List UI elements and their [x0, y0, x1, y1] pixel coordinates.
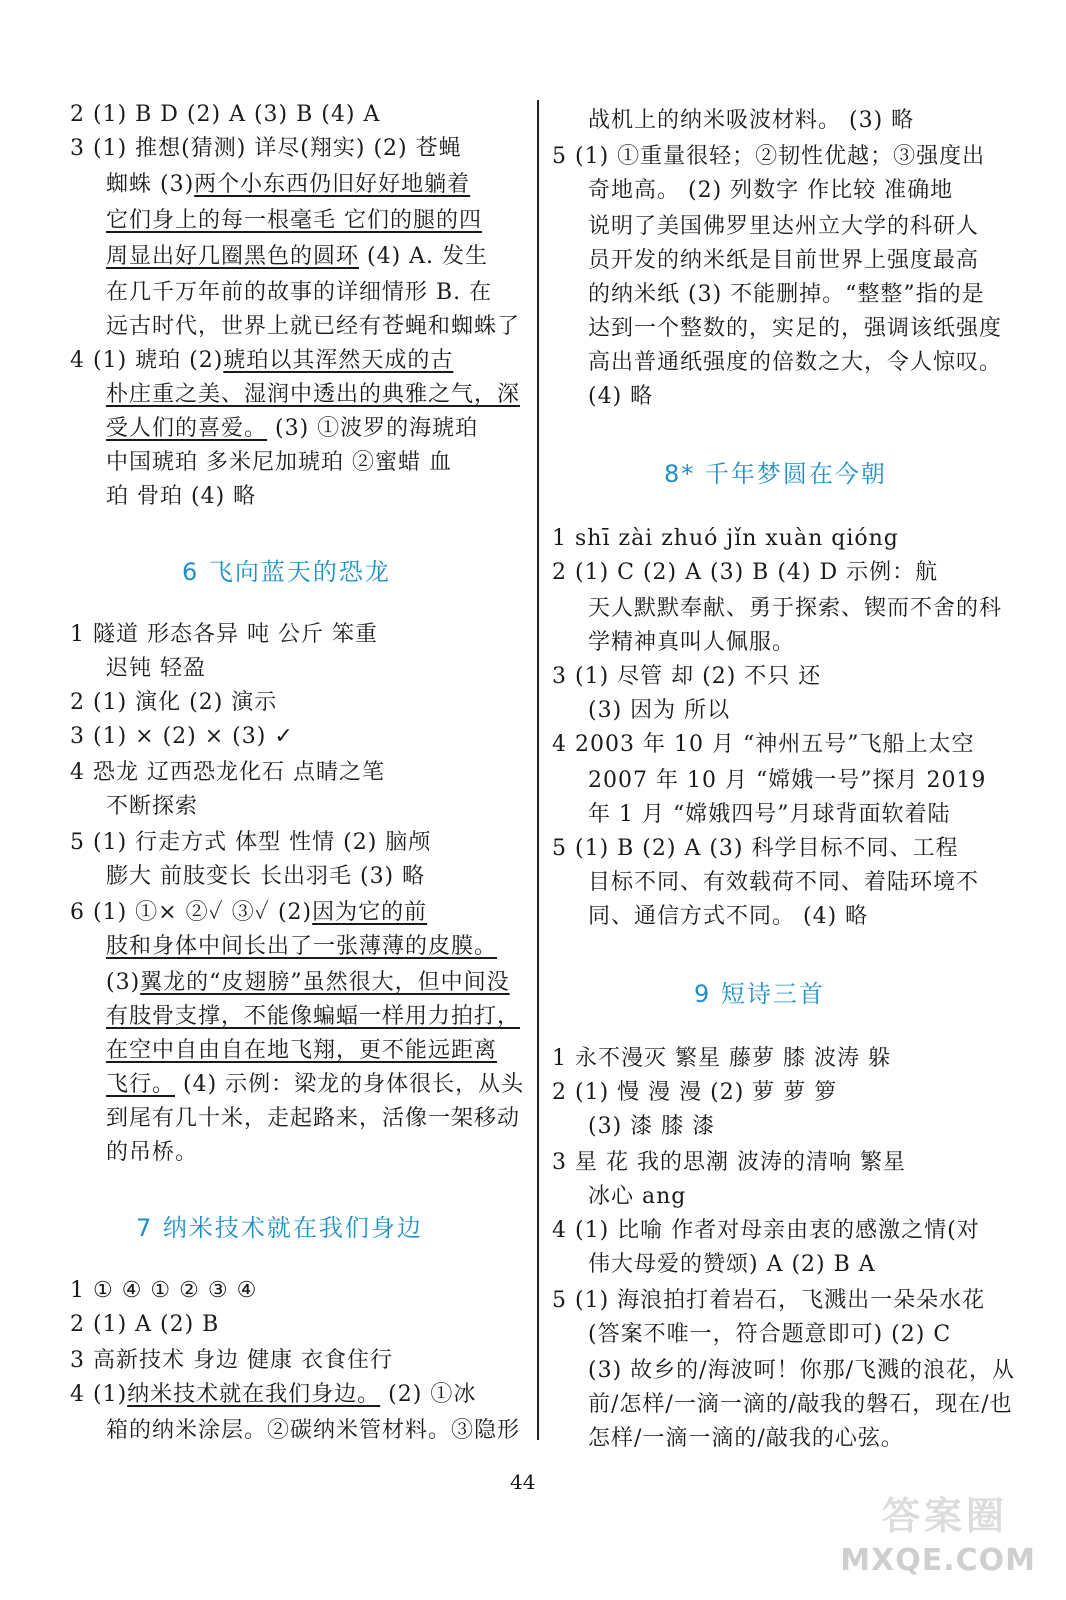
answer-line: 4 恐龙 辽西恐龙化石 点睛之笔	[70, 760, 385, 785]
underlined-answer: 有肢骨支撑，不能像蝙蝠一样用力拍打，	[106, 1004, 521, 1029]
answer-line: 同、通信方式不同。 (4) 略	[588, 904, 869, 929]
answer-line: (3)翼龙的“皮翅膀”虽然很大，但中间没	[106, 970, 510, 995]
answer-line: 前/怎样/一滴一滴的/敲我的磐石，现在/也	[588, 1392, 1013, 1417]
answer-line: 6 (1) ①× ②✓ ③✓ (2)因为它的前	[70, 900, 428, 925]
answer-line: 4 (1)纳米技术就在我们身边。 (2) ①冰	[70, 1382, 477, 1407]
answer-line: 说明了美国佛罗里达州立大学的科研人	[588, 214, 980, 239]
answer-line: 4 (1) 比喻 作者对母亲由衷的感激之情(对	[552, 1218, 980, 1243]
answer-line: 伟大母爱的赞颂) A (2) B A	[588, 1252, 876, 1277]
answer-line: 奇地高。 (2) 列数字 作比较 准确地	[588, 178, 954, 203]
answer-line: 膨大 前肢变长 长出羽毛 (3) 略	[106, 864, 426, 889]
section-heading-9: 9 短诗三首	[694, 980, 825, 1008]
answer-line: 的纳米纸 (3) 不能删掉。“整整”指的是	[588, 282, 985, 307]
answer-line: 1 shī zài zhuó jǐn xuàn qióng	[552, 526, 899, 551]
answer-line: 战机上的纳米吸波材料。 (3) 略	[588, 108, 915, 133]
answer-line: 2007 年 10 月 “嫦娥一号”探月 2019	[588, 768, 987, 793]
answer-line: 2 (1) A (2) B	[70, 1312, 220, 1337]
answer-line: 5 (1) 行走方式 体型 性情 (2) 脑颅	[70, 830, 432, 855]
answer-line: 2 (1) B D (2) A (3) B (4) A	[70, 102, 381, 127]
answer-line: (4) 略	[588, 384, 654, 409]
answer-line: (3) 漆 膝 漆	[588, 1114, 716, 1139]
answer-line: (3) 故乡的/海波呵！你那/飞溅的浪花，从	[588, 1358, 1015, 1383]
answer-line: 5 (1) 海浪拍打着岩石，飞溅出一朵朵水花	[552, 1288, 986, 1313]
column-divider	[537, 100, 539, 1440]
page-number: 44	[510, 1470, 536, 1494]
answer-line: 员开发的纳米纸是目前世界上强度最高	[588, 248, 980, 273]
answer-line: 在几千万年前的故事的详细情形 B. 在	[106, 280, 493, 305]
answer-line: 受人们的喜爱。 (3) ①波罗的海琥珀	[106, 416, 479, 441]
answer-line: 1 隧道 形态各异 吨 公斤 笨重	[70, 622, 378, 647]
section-heading-6: 6 飞向蓝天的恐龙	[182, 558, 391, 586]
answer-line: 4 2003 年 10 月 “神州五号”飞船上太空	[552, 732, 975, 757]
underlined-answer: 朴庄重之美、湿润中透出的典雅之气，深	[106, 382, 521, 407]
answer-line: 2 (1) 演化 (2) 演示	[70, 690, 278, 715]
answer-line: 高出普通纸强度的倍数之大，令人惊叹。	[588, 350, 1003, 375]
answer-line: 天人默默奉献、勇于探索、锲而不舍的科	[588, 596, 1003, 621]
answer-line: 5 (1) ①重量很轻；②韧性优越；③强度出	[552, 144, 986, 169]
answer-line: 学精神真叫人佩服。	[588, 630, 796, 655]
watermark-logo: 答案圈	[881, 1494, 1008, 1538]
section-heading-7: 7 纳米技术就在我们身边	[136, 1214, 423, 1242]
answer-line: 蜘蛛 (3)两个小东西仍旧好好地躺着	[106, 172, 471, 197]
answer-line: 飞行。 (4) 示例：梁龙的身体很长，从头	[106, 1072, 525, 1097]
answer-line: 到尾有几十米，走起路来，活像一架移动	[106, 1106, 521, 1131]
answer-line: 1 ① ④ ① ② ③ ④	[70, 1278, 258, 1303]
underlined-answer: 在空中自由自在地飞翔，更不能远距离	[106, 1038, 498, 1063]
underlined-answer: 它们身上的每一根毫毛 它们的腿的四	[106, 208, 482, 233]
watermark: MXQE.COM	[840, 1543, 1036, 1578]
answer-line: 目标不同、有效载荷不同、着陆环境不	[588, 870, 980, 895]
answer-line: 的吊桥。	[106, 1140, 199, 1165]
answer-line: 2 (1) 慢 漫 漫 (2) 萝 萝 箩	[552, 1080, 838, 1105]
answer-line: 3 高新技术 身边 健康 衣食住行	[70, 1348, 393, 1373]
answer-line: 中国琥珀 多米尼加琥珀 ②蜜蜡 血	[106, 450, 452, 475]
answer-line: 箱的纳米涂层。②碳纳米管材料。③隐形	[106, 1418, 521, 1443]
answer-line: 3 (1) 尽管 却 (2) 不只 还	[552, 664, 822, 689]
answer-line: 1 永不漫灭 繁星 藤萝 膝 波涛 躲	[552, 1046, 891, 1071]
answer-line: 达到一个整数的，实足的，强调该纸强度	[588, 316, 1003, 341]
answer-line: 3 (1) × (2) × (3) ✓	[70, 724, 294, 749]
answer-line: 周显出好几圈黑色的圆环 (4) A. 发生	[106, 244, 489, 269]
answer-line: 5 (1) B (2) A (3) 科学目标不同、工程	[552, 836, 959, 861]
section-heading-8: 8* 千年梦圆在今朝	[664, 460, 887, 488]
answer-line: 年 1 月 “嫦娥四号”月球背面软着陆	[588, 802, 951, 827]
answer-line: 4 (1) 琥珀 (2)琥珀以其浑然天成的古	[70, 348, 454, 373]
answer-line: 3 (1) 推想(猜测) 详尽(翔实) (2) 苍蝇	[70, 136, 462, 161]
answer-line: 2 (1) C (2) A (3) B (4) D 示例：航	[552, 560, 939, 585]
answer-line: 迟钝 轻盈	[106, 656, 206, 681]
answer-line: (3) 因为 所以	[588, 698, 731, 723]
answer-line: 不断探索	[106, 794, 199, 819]
answer-line: 冰心 ang	[588, 1184, 687, 1209]
answer-line: 怎样/一滴一滴的/敲我的心弦。	[588, 1426, 904, 1451]
answer-line: 远古时代，世界上就已经有苍蝇和蜘蛛了	[106, 314, 521, 339]
underlined-answer: 肢和身体中间长出了一张薄薄的皮膜。	[106, 934, 498, 959]
answer-line: (答案不唯一，符合题意即可) (2) C	[588, 1322, 952, 1347]
answer-line: 3 星 花 我的思潮 波涛的清响 繁星	[552, 1150, 906, 1175]
answer-line: 珀 骨珀 (4) 略	[106, 484, 257, 509]
